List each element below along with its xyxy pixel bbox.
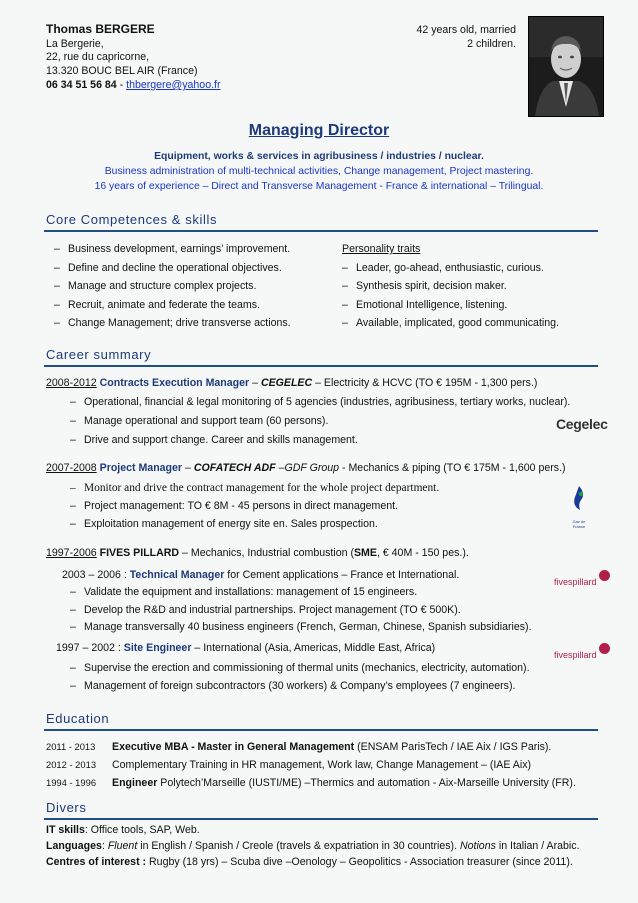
sub-role-details: for Cement applications – France et International. (224, 569, 460, 581)
education-degree: Engineer (112, 777, 158, 789)
colon: : (101, 840, 108, 852)
address-line-1: La Bergerie, (46, 37, 104, 50)
list-item: – Manage transversally 40 business engineers (French, German, Chinese, Spanish subsidiaries). (62, 619, 532, 637)
job-header-cofatech (46, 462, 566, 476)
it-skills-label: IT skills (46, 824, 85, 836)
languages-notions-value: in Italian / Arabic. (495, 840, 580, 852)
job-bullets-cofatech (62, 479, 439, 533)
list-item: – Synthesis spirit, decision maker. (334, 277, 559, 296)
education-details: Polytech’Marseille (IUSTI/ME) –Thermics and automation - Aix-Marseille University (FR). (157, 777, 576, 789)
personality-list (334, 259, 559, 333)
fivespillard-logo (554, 570, 610, 590)
divers-list (46, 822, 580, 870)
gaz-de-france-logo (566, 484, 592, 529)
portrait-image (529, 17, 603, 116)
list-item: – Project management: TO € 8M - 45 persons in direct management. (62, 497, 439, 515)
education-row (46, 756, 576, 774)
education-degree: Executive MBA - Master in General Management (112, 741, 355, 753)
separator: - (116, 78, 127, 91)
section-title-education: Education (46, 711, 110, 726)
education-list (46, 738, 576, 792)
education-details: Complementary Training in HR management, Work law, Change Management – (IAE Aix) (112, 759, 532, 771)
list-item: – Manage operational and support team (60 persons). (62, 412, 570, 431)
cegelec-logo: Cegelec (556, 416, 608, 432)
interests-label: Centres of interest : (46, 856, 147, 868)
fivespillard-label: fivespillard (554, 650, 597, 660)
section-rule (44, 230, 598, 232)
sme-label: SME (353, 547, 377, 559)
it-skills-value: : Office tools, SAP, Web. (84, 824, 200, 836)
job-header-cegelec (46, 377, 537, 391)
children: 2 children. (467, 37, 516, 50)
skills-list (46, 240, 291, 333)
flame-icon (566, 484, 592, 514)
personal-info (416, 24, 516, 52)
fluent-label: Fluent (107, 840, 138, 852)
education-row (46, 738, 576, 756)
fivespillard-logo-2 (554, 643, 610, 663)
section-rule (44, 365, 598, 367)
sub-role-bullets-2 (62, 659, 530, 695)
sub-role-details: – International (Asia, Americas, Middle East, Africa) (191, 642, 436, 654)
dash: – (249, 377, 261, 389)
job-bullets-cegelec (62, 393, 570, 450)
sub-role-title: Technical Manager (129, 569, 225, 581)
email-link[interactable]: thbergere@yahoo.fr (126, 78, 221, 91)
sub-role-site-engineer (56, 642, 435, 656)
phone-number: 06 34 51 56 84 (46, 78, 117, 91)
education-details: (ENSAM ParisTech / IAE Aix / IGS Paris). (354, 741, 552, 753)
age-marital: 42 years old, married (416, 24, 516, 36)
job-role: Project Manager (99, 462, 183, 474)
job-details: – Mechanics, Industrial combustion ( (179, 547, 354, 559)
job-details: – Electricity & HCVC (TO € 195M - 1,300 pers.) (312, 377, 538, 389)
job-header-fives (46, 547, 469, 561)
fivespillard-label: fivespillard (554, 577, 597, 587)
headline-line-1: Equipment, works & services in agribusiness / industries / nuclear. (154, 151, 484, 162)
dash: – (182, 462, 194, 474)
company-name: COFATECH ADF (193, 462, 276, 474)
candidate-name: Thomas BERGERE (46, 22, 155, 36)
sub-role-title: Site Engineer (123, 642, 192, 654)
job-title-heading: Managing Director (248, 122, 390, 139)
list-item: – Drive and support change. Career and skills management. (62, 431, 570, 450)
job-dates: 2007-2008 (46, 462, 97, 474)
list-item: – Business development, earnings’ improvement. (46, 240, 291, 259)
languages-fluent-value: in English / Spanish / Creole (travels & expatriation in 30 countries). (137, 840, 460, 852)
section-rule (44, 818, 598, 820)
sub-role-technical-manager (62, 569, 459, 583)
profile-photo (528, 16, 604, 117)
list-item: – Exploitation management of energy site en. Sales prospection. (62, 515, 439, 533)
section-title-career: Career summary (46, 347, 152, 362)
address-line-2: 22, rue du capricorne, (46, 51, 150, 64)
headline-summary (0, 149, 638, 194)
list-item: – Available, implicated, good communicating. (334, 314, 559, 333)
list-item: – Operational, financial & legal monitoring of 5 agencies (industries, agribusiness, tertiary works, nuclear). (62, 393, 570, 412)
section-rule (44, 729, 598, 731)
list-item: – Emotional Intelligence, listening. (334, 296, 559, 315)
personality-traits-title: Personality traits (342, 243, 421, 255)
job-dates: 1997-2006 (46, 547, 97, 559)
headline-line-2: Business administration of multi-technical activities, Change management, Project mastering. (104, 166, 534, 177)
company-name: CEGELEC (260, 377, 313, 389)
job-dates: 2008-2012 (46, 377, 97, 389)
list-item: – Develop the R&D and industrial partnerships. Project management (TO € 500K). (62, 602, 532, 620)
list-item: – Recruit, animate and federate the teams. (46, 296, 291, 315)
list-item: – Change Management; drive transverse actions. (46, 314, 291, 333)
education-dates: 1994 - 1996 (46, 777, 97, 788)
job-details-2: , € 40M - 150 pes.). (376, 547, 469, 559)
list-item: – Define and decline the operational objectives. (46, 259, 291, 278)
company-group: –GDF Group (275, 462, 340, 474)
company-name: FIVES PILLARD (99, 547, 180, 559)
section-title-competences: Core Competences & skills (46, 212, 218, 227)
headline-line-3: 16 years of experience – Direct and Transverse Management - France & international – Trilingual. (94, 181, 544, 192)
list-item: – Manage and structure complex projects. (46, 277, 291, 296)
sub-role-bullets-1 (62, 584, 532, 637)
address-line-3: 13.320 BOUC BEL AIR (France) (46, 65, 198, 78)
fives-swirl-icon (599, 643, 610, 654)
education-dates: 2011 - 2013 (46, 741, 96, 752)
list-item: – Supervise the erection and commissioning of thermal units (mechanics, electricity, automation). (62, 659, 530, 677)
languages-label: Languages (46, 840, 102, 852)
sub-role-dates: 1997 – 2002 : (56, 642, 124, 654)
education-row (46, 774, 576, 792)
list-item: – Monitor and drive the contract management for the whole project department. (62, 479, 439, 497)
job-role: Contracts Execution Manager (99, 377, 250, 389)
sub-role-dates: 2003 – 2006 : (62, 569, 130, 581)
list-item: – Validate the equipment and installations: management of 15 engineers. (62, 584, 532, 602)
education-dates: 2012 - 2013 (46, 759, 97, 770)
gaz-de-france-label: Gaz de France (572, 518, 586, 529)
it-skills-row (46, 822, 580, 838)
fives-swirl-icon (599, 570, 610, 581)
phone-email-line (46, 79, 286, 93)
contact-block (46, 22, 286, 93)
section-title-divers: Divers (46, 800, 87, 815)
job-details: - Mechanics & piping (TO € 175M - 1,600 pers.) (339, 462, 566, 474)
list-item: – Management of foreign subcontractors (30 workers) & Company’s employees (7 engineers). (62, 677, 530, 695)
languages-row (46, 838, 580, 854)
notions-label: Notions (459, 840, 496, 852)
list-item: – Leader, go-ahead, enthusiastic, curious. (334, 259, 559, 278)
interests-value: Rugby (18 yrs) – Scuba dive –Oenology – Geopolitics - Association treasurer (since 2011). (146, 856, 573, 868)
interests-row (46, 854, 580, 870)
